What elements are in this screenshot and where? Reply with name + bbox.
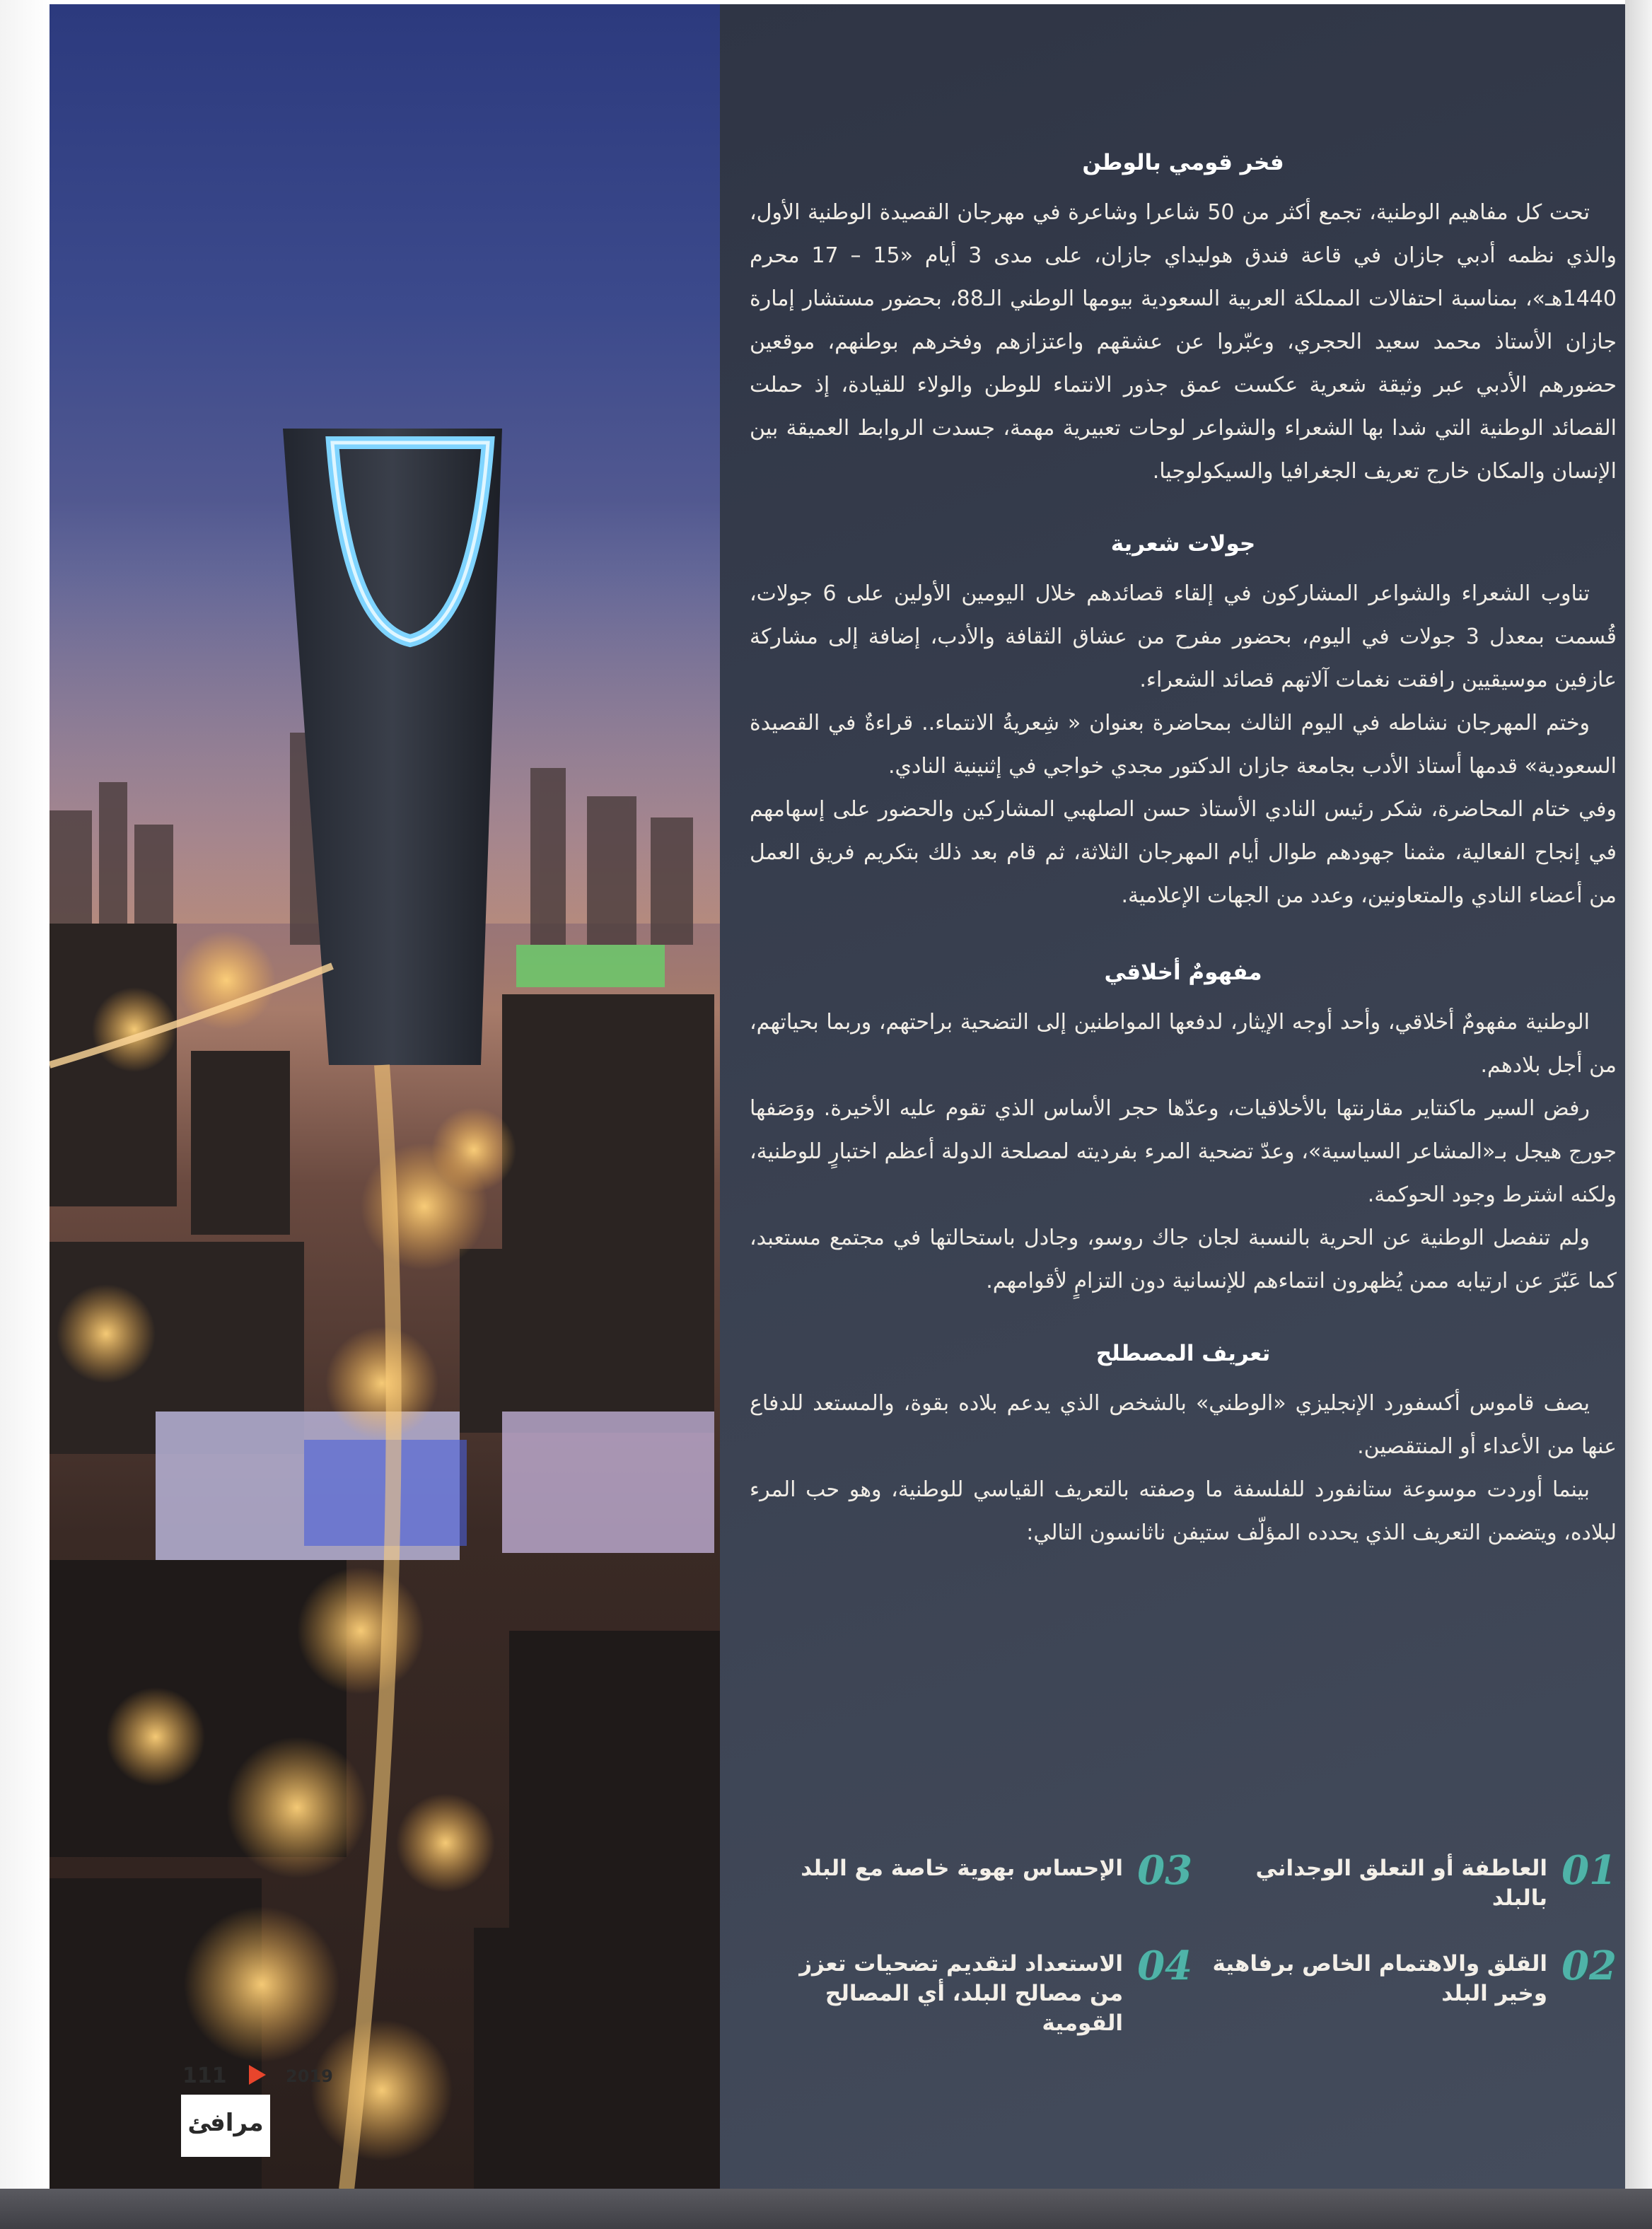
paragraph: يصف قاموس أكسفورد الإنجليزي «الوطني» بالشخص الذي يدعم بلاده بقوة، والمستعد للدفاع عنها من الأعداء أو المنتقصين. <box>750 1391 1617 1459</box>
list-item <box>775 1945 1192 2038</box>
section-poetry-rounds <box>750 523 1617 917</box>
page-number: 111 <box>182 2064 227 2088</box>
paragraph: ولم تنفصل الوطنية عن الحرية بالنسبة لجان جاك روسو، وجادل باستحالتها في مجتمع مستعبد، كما عَبّرَ عن ارتيابه ممن يُظهرون انتماءهم للإنسانية دون التزامٍ لأقوامهم. <box>750 1226 1617 1293</box>
scan-bottom-edge <box>0 2189 1652 2229</box>
definition-list <box>750 1847 1617 2036</box>
magazine-brand <box>181 2095 270 2157</box>
paragraph: وفي ختام المحاضرة، شكر رئيس النادي الأستاذ حسن الصلهبي المشاركين والحضور على إسهامهم في إنجاح الفعالية، مثمنا جهودهم طوال أيام المهرجان الثلاثة، ثم قام بعد ذلك بتكريم فريق العمل من أعضاء النادي والمتعاونين، وعدد من الجهات الإعلامية. <box>750 797 1617 908</box>
list-item <box>1199 1849 1617 1913</box>
section-national-pride <box>750 141 1617 493</box>
scan-right-margin <box>1625 0 1652 2189</box>
item-number: 04 <box>1137 1943 1192 1989</box>
paragraph: تناوب الشعراء والشواعر المشاركون في إلقاء قصائدهم خلال اليومين الأولين على 6 جولات، قُسمت بمعدل 3 جولات في اليوم، بحضور مفرح من عشاق الثقافة والأدب، إضافة إلى مشاركة عازفين موسيقيين رافقت نغمات آلاتهم قصائد الشعراء. <box>750 581 1617 692</box>
item-text: الإحساس بهوية خاصة مع البلد <box>801 1856 1124 1881</box>
item-number: 03 <box>1137 1847 1192 1894</box>
page-arrow-icon <box>249 2065 266 2085</box>
paragraph: رفض السير ماكنتاير مقارنتها بالأخلاقيات، وعدّها حجر الأساس الذي تقوم عليه الأخيرة. ووَصَفها جورج هيجل بـ«المشاعر السياسية»، وعدّ تضحية المرء بفرديته لمصلحة الدولة أعظم اختبارٍ للوطنية، ولكنه اشترط وجود الحوكمة. <box>750 1096 1617 1207</box>
list-item <box>1199 1945 1617 2008</box>
magazine-name: مرافئ <box>187 2109 264 2137</box>
section-term-definition <box>750 1332 1617 1554</box>
item-number: 02 <box>1561 1943 1617 1989</box>
section-heading: فخر قومي بالوطن <box>1082 150 1284 175</box>
section-heading: مفهومٌ أخلاقي <box>1104 960 1262 985</box>
item-text: العاطفة أو التعلق الوجداني بالبلد <box>1255 1856 1548 1911</box>
scan-margin <box>0 0 50 2229</box>
paragraph: تحت كل مفاهيم الوطنية، تجمع أكثر من 50 شاعرا وشاعرة في مهرجان القصيدة الوطنية الأول، والذي نظمه أدبي جازان في قاعة فندق هوليداي جازان، على مدى 3 أيام «15 – 17 محرم 1440هـ»، بمناسبة احتفالات المملكة العربية السعودية بيومها الوطني الـ88، بحضور مستشار إمارة جازان الأستاذ محمد سعيد الحجري، وعبّروا عن عشقهم واعتزازهم وفخرهم بوطنهم، موقعين حضورهم الأدبي عبر وثيقة شعرية عكست عمق جذور الانتماء للوطن والولاء للقيادة، إذ حملت القصائد الوطنية التي شدا بها الشعراء والشواعر لوحات تعبيرية مهمة، جسدت الروابط العميقة بين الإنسان والمكان خارج تعريف الجغرافيا والسيكولوجيا. <box>750 200 1617 484</box>
item-text: الاستعداد لتقديم تضحيات تعزز من مصالح البلد، أي المصالح القومية <box>799 1951 1124 2036</box>
issue-year: 2019 <box>286 2066 333 2086</box>
article-body <box>750 141 1617 1584</box>
list-item <box>775 1849 1192 1892</box>
paragraph: بينما أوردت موسوعة ستانفورد للفلسفة ما وصفته بالتعريف القياسي للوطنية، وهو حب المرء لبلاده، ويتضمن التعريف الذي يحدده المؤلّف ستيفن ناثانسون التالي: <box>750 1477 1617 1545</box>
paragraph: وختم المهرجان نشاطه في اليوم الثالث بمحاضرة بعنوان « شِعريةُ الانتماء.. قراءةٌ في القصيدة السعودية» قدمها أستاذ الأدب بجامعة جازان الدكتور مجدي خواجي في إثنينية النادي. <box>750 711 1617 779</box>
city-photo <box>50 4 720 2189</box>
city-illustration <box>50 4 720 2189</box>
section-heading: جولات شعرية <box>1110 531 1256 557</box>
section-moral-concept <box>750 951 1617 1303</box>
paragraph: الوطنية مفهومٌ أخلاقي، وأحد أوجه الإيثار، لدفعها المواطنين إلى التضحية براحتهم، وربما بحياتهم، من أجل بلادهم. <box>750 1010 1617 1078</box>
item-text: القلق والاهتمام الخاص برفاهية وخير البلد <box>1212 1951 1548 2006</box>
item-number: 01 <box>1561 1847 1617 1894</box>
section-heading: تعريف المصطلح <box>1095 1341 1271 1366</box>
